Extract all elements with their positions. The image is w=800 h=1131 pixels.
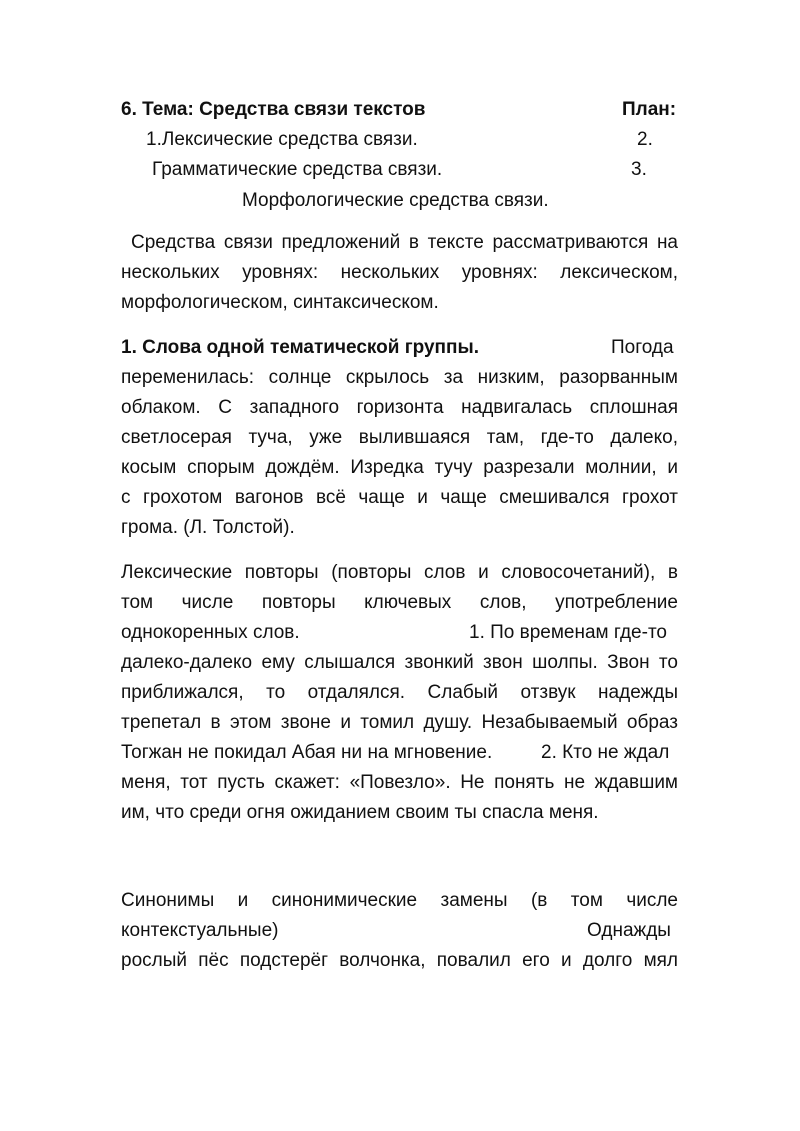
intro-line-1: Средства связи предложений в тексте рассматриваются на [131, 232, 678, 253]
plan-heading: План: [622, 99, 677, 120]
section-2-line-3-end: 1. По временам где-то [469, 622, 667, 643]
section-2-line-3-start: однокоренных слов. [121, 622, 300, 643]
section-1-line-3: облаком. С западного горизонта надвигалась сплошная [121, 397, 678, 418]
section-1-line-7: грома. (Л. Толстой). [121, 517, 295, 538]
plan-item-1: 1.Лексические средства связи. [146, 129, 418, 150]
section-1-heading: 1. Слова одной тематической группы. [121, 337, 480, 358]
topic-heading: 6. Тема: Средства связи текстов [121, 99, 426, 120]
section-2-line-5: приближался, то отдалялся. Слабый отзвук надежды [121, 682, 678, 703]
section-1-line-6: с грохотом вагонов всё чаще и чаще смешивался грохот [121, 487, 678, 508]
section-1-first-word: Погода [611, 337, 674, 358]
section-1-line-2: переменилась: солнце скрылось за низким, разорванным [121, 367, 678, 388]
plan-item-3: Морфологические средства связи. [242, 190, 549, 211]
plan-item-2: Грамматические средства связи. [152, 159, 443, 180]
section-2-line-6: трепетал в этом звоне и томил душу. Незабываемый образ [121, 712, 678, 733]
section-3-line-2-start: контекстуальные) [121, 920, 279, 941]
section-2-line-2: том числе повторы ключевых слов, употребление [121, 592, 678, 613]
section-2-line-9: им, что среди огня ожиданием своим ты спасла меня. [121, 802, 599, 823]
section-1-line-4: светлосерая туча, уже вылившаяся там, где-то далеко, [121, 427, 678, 448]
section-3-line-3: рослый пёс подстерёг волчонка, повалил его и долго мял [121, 950, 678, 971]
section-3-line-1: Синонимы и синонимические замены (в том числе [121, 890, 678, 911]
plan-number-2: 2. [637, 129, 653, 150]
section-3-line-2-end: Однажды [587, 920, 671, 941]
plan-number-3: 3. [631, 159, 647, 180]
intro-line-2: нескольких уровнях: нескольких уровнях: лексическом, [121, 262, 678, 283]
section-2-line-7-start: Тогжан не покидал Абая ни на мгновение. [121, 742, 493, 763]
section-2-line-8: меня, тот пусть скажет: «Повезло». Не понять не ждавшим [121, 772, 678, 793]
section-2-line-7-end: 2. Кто не ждал [541, 742, 670, 763]
intro-line-3: морфологическом, синтаксическом. [121, 292, 439, 313]
section-2-line-1: Лексические повторы (повторы слов и словосочетаний), в [121, 562, 678, 583]
section-1-line-5: косым спорым дождём. Изредка тучу разрезали молнии, и [121, 457, 678, 478]
section-2-line-4: далеко-далеко ему слышался звонкий звон шолпы. Звон то [121, 652, 678, 673]
